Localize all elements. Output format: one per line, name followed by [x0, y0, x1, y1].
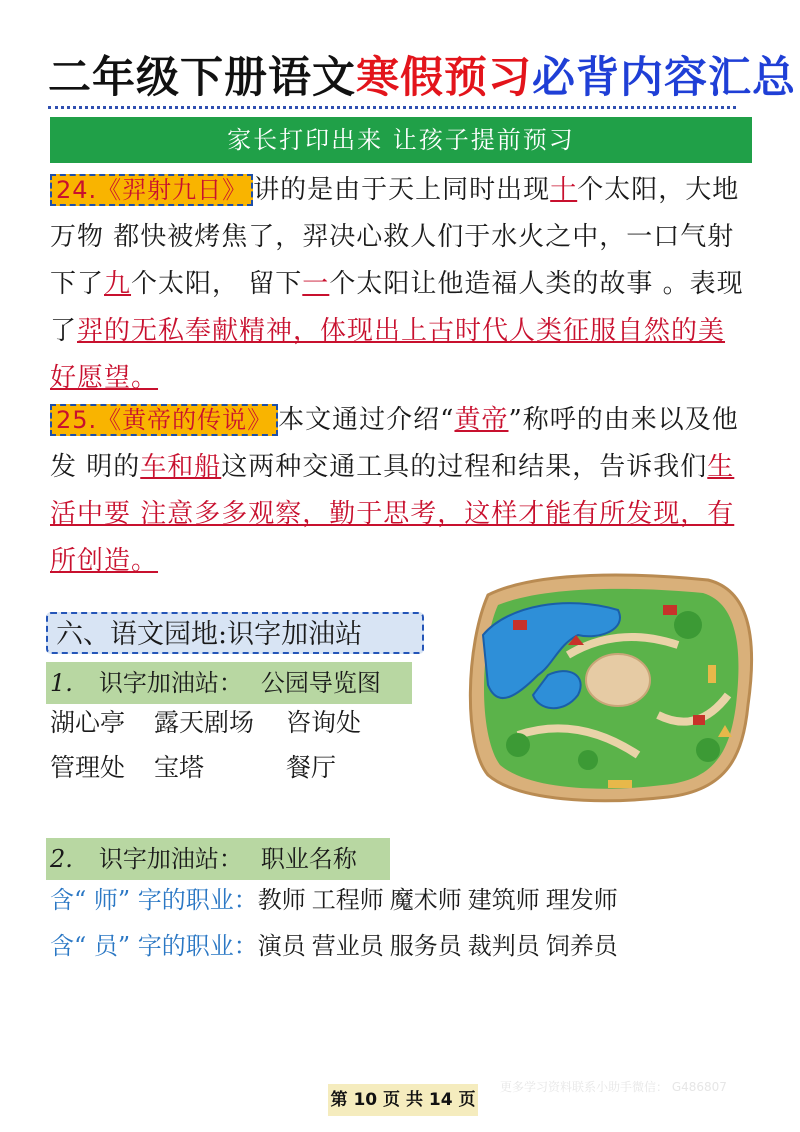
page-title [48, 50, 796, 106]
jobs-shi-row [50, 880, 624, 920]
sub-heading-2-label: 识字加油站： [98, 845, 243, 873]
job-shi-item: 工程师 [311, 886, 384, 914]
job-shi-item: 建筑师 [467, 886, 540, 914]
job-yuan-item: 饲养员 [545, 932, 618, 960]
word-lake-pavilion: 湖心亭 [50, 708, 126, 737]
sub-heading-1-topic: 公园导览图 [260, 669, 381, 697]
sub-heading-2-number: 2. [50, 845, 73, 873]
lesson-24-num-ten: 十 [550, 175, 578, 205]
lesson-24-text-4: 个太阳让他造福人类的故事 。表现了 [50, 269, 744, 346]
lesson-25-text-2: ”称呼的由来以及他发 明的 [50, 405, 739, 482]
job-yuan-item: 演员 [257, 932, 306, 960]
jobs-shi-list [258, 886, 624, 914]
lesson-25-name: 黄帝 [454, 405, 509, 435]
lesson-24-num-one: 一 [302, 269, 330, 299]
jobs-shi-label: 含“ 师” 字的职业： [50, 886, 258, 914]
sub-heading-jobs [46, 838, 390, 880]
lesson-24-num-nine: 九 [104, 269, 132, 299]
sub-heading-2-topic: 职业名称 [260, 845, 357, 873]
lesson-24-text-1: 讲的是由于天上同时出现 [253, 175, 551, 205]
jobs-yuan-list [258, 932, 624, 960]
job-yuan-item: 裁判员 [467, 932, 540, 960]
job-yuan-item: 服务员 [389, 932, 462, 960]
job-shi-item: 教师 [257, 886, 306, 914]
jobs-yuan-row [50, 926, 624, 966]
sub-heading-1-number: 1. [50, 669, 73, 697]
lesson-25-text-3: 这两种交通工具的过程和结果，告诉我们 [221, 452, 708, 482]
word-restaurant: 餐厅 [286, 753, 337, 782]
park-words-row-1 [50, 703, 450, 743]
watermark-text: 更多学习资料联系小助手微信： G486807 [500, 1080, 727, 1094]
sub-heading-park-map [46, 662, 412, 704]
word-info-desk: 咨询处 [286, 708, 362, 737]
lesson-24-paragraph [50, 167, 752, 402]
jobs-yuan-label: 含“ 员” 字的职业： [50, 932, 258, 960]
sub-heading-1-label: 识字加油站： [98, 669, 243, 697]
section-6-heading: 六、语文园地:识字加油站 [46, 612, 424, 654]
title-highlight-red: 寒假预习 [356, 53, 532, 103]
lesson-25-text-1: 本文通过介绍“ [278, 405, 455, 435]
word-pagoda: 宝塔 [154, 753, 205, 782]
page-number: 第 10 页 共 14 页 [328, 1084, 478, 1116]
lesson-24-text-3: 个太阳， 留下 [131, 269, 303, 299]
title-grade: 二年级下册语文 [48, 53, 356, 103]
title-divider [48, 106, 736, 109]
word-open-air-theater: 露天剧场 [154, 708, 255, 737]
lesson-24-text-2: 个太阳，大地万物 都快被烤焦了，羿决心救人们于水火之中，一口气射下了 [50, 175, 740, 299]
word-management-office: 管理处 [50, 753, 126, 782]
job-shi-item: 理发师 [545, 886, 618, 914]
title-highlight-blue: 必背内容汇总 [532, 53, 796, 103]
print-banner: 家长打印出来 让孩子提前预习 [50, 117, 752, 163]
lesson-25-tools: 车和船 [140, 452, 222, 482]
lesson-25-tag: 25.《黄帝的传说》 [50, 404, 278, 436]
park-map-illustration [458, 565, 758, 805]
lesson-25-highlight: 生活中要 注意多多观察，勤于思考，这样才能有所发现，有所创造。 [50, 452, 735, 576]
park-words-row-2 [50, 748, 450, 788]
job-shi-item: 魔术师 [389, 886, 462, 914]
lesson-24-highlight: 羿的无私奉献精神，体现出上古时代人类征服自然的美好愿望。 [50, 316, 726, 393]
job-yuan-item: 营业员 [311, 932, 384, 960]
lesson-25-paragraph [50, 397, 752, 585]
lesson-24-tag: 24.《羿射九日》 [50, 174, 253, 206]
